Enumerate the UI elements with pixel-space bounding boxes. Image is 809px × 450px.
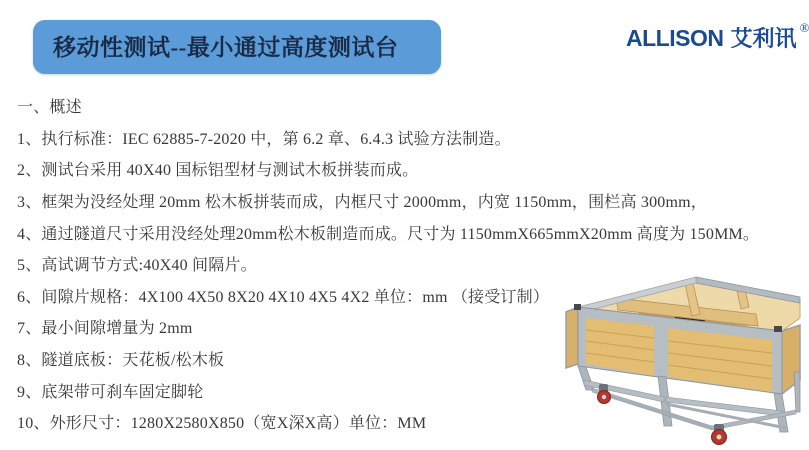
logo-wordmark-en: ALLISON [626,25,724,51]
spec-line-5: 5、高试调节方式:40X40 间隔片。 [17,257,257,275]
spec-line-2: 2、测试台采用 40X40 国标铝型材与测试木板拼装而成。 [17,162,419,180]
test-bench-illustration [558,276,800,448]
spec-list [17,90,760,438]
spec-line-4: 4、通过隧道尺寸采用没经处理20mm松木板制造而成。尺寸为 1150mmX665mmX20mm 高度为 150MM。 [17,225,760,243]
spec-line-8: 8、隧道底板：天花板/松木板 [17,352,225,370]
spec-line-6: 6、间隙片规格：4X100 4X50 8X20 4X10 4X5 4X2 单位：mm （接受订制） [17,288,550,306]
registered-trademark-icon: ® [799,20,809,35]
title-box [33,20,441,74]
product-photo [558,276,800,448]
spec-line-3: 3、框架为没经处理 20mm 松木板拼装而成，内框尺寸 2000mm，内宽 1150mm，围栏高 300mm， [17,194,707,212]
spec-line-1: 1、执行标准：IEC 62885-7-2020 中，第 6.2 章、6.4.3 试验方法制造。 [17,130,511,148]
spec-line-9: 9、底架带可刹车固定脚轮 [17,383,204,401]
overview-heading: 一、概述 [17,99,82,117]
logo-wordmark-cn: 艾利讯 [730,26,797,51]
spec-line-7: 7、最小间隙增量为 2mm [17,320,193,338]
page-title: 移动性测试--最小通过高度测试台 [53,34,399,60]
company-logo [626,20,809,51]
spec-line-10: 10、外形尺寸：1280X2580X850（宽X深X高）单位：MM [17,415,427,433]
